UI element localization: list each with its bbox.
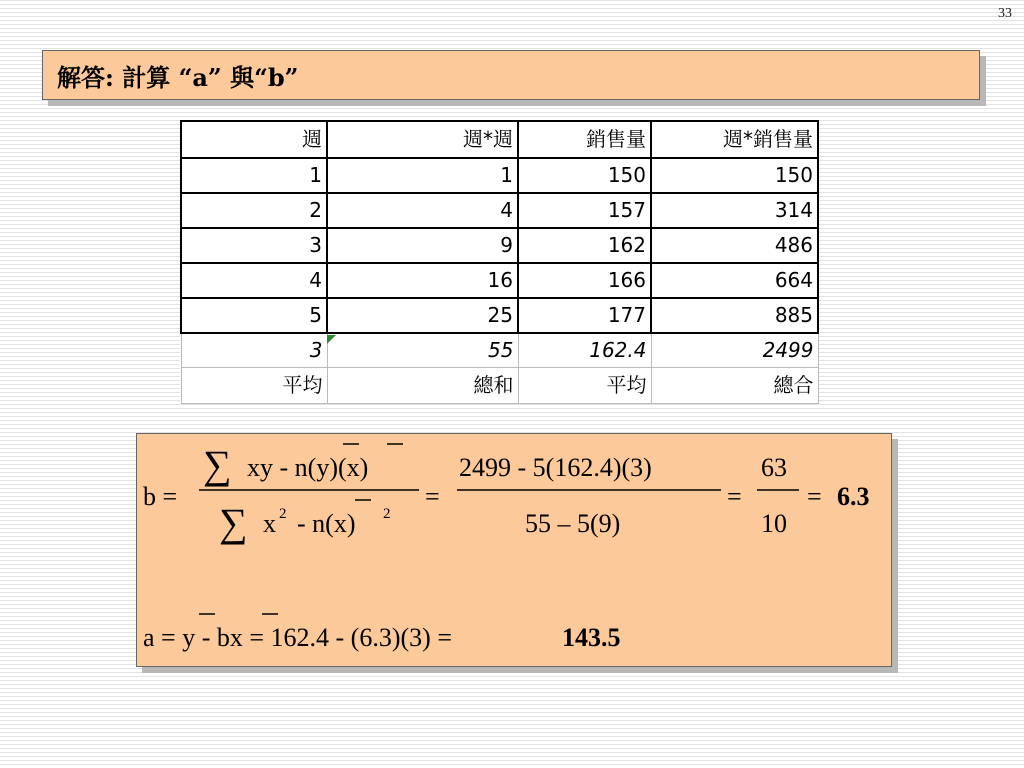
sigma-symbol: ∑ [219, 500, 248, 545]
table-cell: 25 [327, 298, 518, 333]
b-denominator-x: x [263, 509, 276, 538]
b-denominator-expr: - n(x) [297, 509, 356, 538]
fraction-numerator: 63 [761, 453, 787, 482]
table-cell: 162 [518, 228, 651, 263]
table-summary-cell: 2499 [651, 333, 818, 368]
b-denominator-value: 55 – 5(9) [525, 509, 621, 538]
table-cell: 314 [651, 193, 818, 228]
table-cell: 150 [518, 158, 651, 193]
table-cell: 166 [518, 263, 651, 298]
table-summary-cell: 162.4 [518, 333, 651, 368]
table-row [181, 193, 818, 228]
table-cell: 9 [327, 228, 518, 263]
table-cell: 4 [327, 193, 518, 228]
table-row [181, 263, 818, 298]
table-row [181, 158, 818, 193]
table-cell: 16 [327, 263, 518, 298]
table-cell: 885 [651, 298, 818, 333]
table-cell: 1 [181, 158, 327, 193]
table-cell: 150 [651, 158, 818, 193]
table-summary-row [181, 333, 818, 368]
table-summary-cell: 55 [327, 333, 518, 368]
table-header-row [181, 121, 818, 158]
data-table [180, 120, 819, 404]
table-summary-label: 平均 [518, 368, 651, 404]
page-number: 33 [998, 6, 1012, 21]
table-cell: 157 [518, 193, 651, 228]
table-summary-label: 總和 [327, 368, 518, 404]
b-numerator-value: 2499 - 5(162.4)(3) [459, 453, 652, 482]
table-cell: 2 [181, 193, 327, 228]
equals-sign: = [425, 482, 440, 511]
table-header-cell: 週*週 [327, 121, 518, 158]
table-summary-label: 總合 [651, 368, 818, 404]
table-header-cell: 週 [181, 121, 327, 158]
b-denominator-sup: 2 [279, 506, 287, 522]
table-header-cell: 銷售量 [518, 121, 651, 158]
table-cell: 177 [518, 298, 651, 333]
slide-title: 解答: 計算 “a” 與“b” [57, 62, 299, 92]
table-row [181, 298, 818, 333]
table-row [181, 228, 818, 263]
equals-sign: = [807, 482, 822, 511]
formula-canvas [137, 434, 893, 668]
table-summary-cell: 3 [181, 333, 327, 368]
table-summary-label: 平均 [181, 368, 327, 404]
b-numerator-expr: xy - n(y)(x) [247, 453, 369, 482]
a-formula-expr: a = y - bx = 162.4 - (6.3)(3) = [143, 623, 452, 652]
table-cell: 3 [181, 228, 327, 263]
table-cell: 5 [181, 298, 327, 333]
b-result: 6.3 [837, 482, 870, 511]
formula-box [136, 433, 892, 667]
a-result: 143.5 [562, 623, 621, 652]
table-header-cell: 週*銷售量 [651, 121, 818, 158]
table-cell: 4 [181, 263, 327, 298]
b-denominator-sup: 2 [383, 506, 391, 522]
title-box [42, 50, 980, 100]
b-lhs: b = [143, 482, 178, 511]
sigma-symbol: ∑ [203, 442, 232, 487]
table-summary-label-row [181, 368, 818, 404]
table-cell: 664 [651, 263, 818, 298]
table-cell: 1 [327, 158, 518, 193]
fraction-denominator: 10 [761, 509, 787, 538]
table-cell: 486 [651, 228, 818, 263]
equals-sign: = [727, 482, 742, 511]
cell-comment-marker [327, 335, 336, 344]
